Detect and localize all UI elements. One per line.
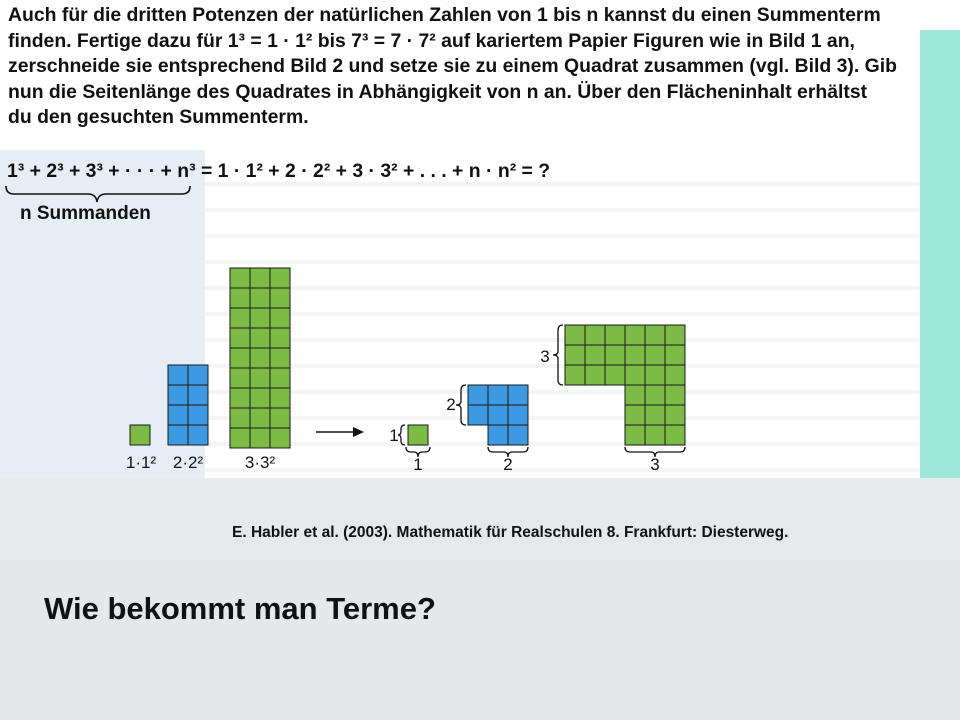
- piece-3-cell: [645, 385, 665, 405]
- cube-3-cell: [250, 388, 270, 408]
- piece-2-cell: [488, 385, 508, 405]
- cube-3-cell: [230, 368, 250, 388]
- source-citation: E. Habler et al. (2003). Mathematik für Realschulen 8. Frankfurt: Diesterweg.: [232, 524, 789, 541]
- piece-3-cell: [625, 425, 645, 445]
- cube-3-cell: [250, 288, 270, 308]
- cube-3-cell: [250, 408, 270, 428]
- bild4-side-label: 3: [540, 347, 550, 366]
- cube-3-cell: [270, 368, 290, 388]
- piece-3-cell: [585, 325, 605, 345]
- cube-3-cell: [270, 408, 290, 428]
- cube-3-cell: [230, 428, 250, 448]
- piece-3-cell: [645, 345, 665, 365]
- piece-3-cell: [645, 405, 665, 425]
- cube-3-cell: [270, 268, 290, 288]
- piece-2-cell: [468, 385, 488, 405]
- piece-3-cell: [625, 385, 645, 405]
- cube-3-cell: [270, 308, 290, 328]
- cube-2-cell: [188, 385, 208, 405]
- cube-3-cell: [270, 288, 290, 308]
- piece-3-cell: [665, 405, 685, 425]
- piece-1-cell: [408, 425, 428, 445]
- piece-3-cell: [585, 365, 605, 385]
- sum-formula: 1³ + 2³ + 3³ + · · · + n³ = 1 · 1² + 2 · 2² + 3 · 3² + . . . + n · n² = ?: [7, 160, 551, 182]
- bild4-bottom-label: 3: [650, 455, 660, 474]
- piece-3-cell: [625, 365, 645, 385]
- piece-3-cell: [605, 345, 625, 365]
- piece-3-cell: [665, 425, 685, 445]
- piece-3-cell: [565, 325, 585, 345]
- piece-3-cell: [625, 325, 645, 345]
- slide-title: Wie bekommt man Terme?: [44, 591, 436, 626]
- cube-3-cell: [230, 268, 250, 288]
- decorative-side-bar: [920, 0, 960, 478]
- brace-label: n Summanden: [20, 203, 151, 224]
- piece-2-cell: [508, 405, 528, 425]
- cube-2-cell: [168, 365, 188, 385]
- piece-3-cell: [665, 325, 685, 345]
- piece-3-cell: [605, 365, 625, 385]
- piece-2-cell: [488, 405, 508, 425]
- bild3-side-label: 2: [446, 395, 456, 414]
- cube-3-cell: [230, 288, 250, 308]
- piece-3-cell: [665, 365, 685, 385]
- cube-3-cell: [250, 308, 270, 328]
- cube-2-cell: [188, 425, 208, 445]
- cube-3-cell: [270, 328, 290, 348]
- piece-3-cell: [665, 385, 685, 405]
- piece-2-cell: [508, 385, 528, 405]
- cube-3-cell: [250, 268, 270, 288]
- bild1-label-1: 1·1²: [125, 453, 157, 472]
- side-bar-notch: [920, 0, 960, 30]
- cube-3-cell: [250, 328, 270, 348]
- cube-2-cell: [168, 405, 188, 425]
- cube-3-cell: [230, 388, 250, 408]
- bild1-label-2: 2·2²: [172, 453, 204, 472]
- cube-1-cell: [130, 425, 150, 445]
- cube-3-cell: [250, 348, 270, 368]
- cube-3-cell: [270, 388, 290, 408]
- bild2-bottom-label: 1: [413, 455, 423, 474]
- bild1-label-3: 3·3²: [244, 453, 276, 472]
- cube-2-cell: [188, 365, 208, 385]
- piece-3-cell: [645, 325, 665, 345]
- cube-3-cell: [230, 308, 250, 328]
- bild2-side-label: 1: [389, 426, 399, 445]
- cube-3-cell: [230, 408, 250, 428]
- task-line: zerschneide sie entsprechend Bild 2 und setze sie zu einem Quadrat zusammen (vgl. Bild 3). Gib: [8, 55, 897, 78]
- cube-3-cell: [230, 348, 250, 368]
- piece-3-cell: [645, 365, 665, 385]
- cube-2-cell: [168, 425, 188, 445]
- cube-3-cell: [270, 348, 290, 368]
- bild4-side-brace: [553, 325, 563, 385]
- cube-2-cell: [168, 385, 188, 405]
- piece-3-cell: [565, 345, 585, 365]
- piece-3-cell: [625, 345, 645, 365]
- task-line: du den gesuchten Summenterm.: [8, 106, 309, 129]
- cube-3-cell: [270, 428, 290, 448]
- piece-3-cell: [625, 405, 645, 425]
- task-line: finden. Fertige dazu für 1³ = 1 · 1² bis 7³ = 7 · 7² auf kariertem Papier Figuren wie in Bild 1 an,: [8, 29, 855, 52]
- piece-2-cell: [468, 405, 488, 425]
- cube-2-cell: [188, 405, 208, 425]
- piece-3-cell: [605, 325, 625, 345]
- piece-2-cell: [508, 425, 528, 445]
- piece-3-cell: [585, 345, 605, 365]
- bild3-side-brace: [456, 385, 466, 425]
- bild2-side-brace: [398, 425, 405, 445]
- piece-3-cell: [645, 425, 665, 445]
- piece-3-cell: [665, 345, 685, 365]
- cube-3-cell: [230, 328, 250, 348]
- task-line: Auch für die dritten Potenzen der natürlichen Zahlen von 1 bis n kannst du einen Summenterm: [8, 4, 881, 26]
- task-line: nun die Seitenlänge des Quadrates in Abhängigkeit von n an. Über den Flächeninhalt erhältst: [8, 80, 868, 103]
- piece-2-cell: [488, 425, 508, 445]
- bild3-bottom-label: 2: [503, 455, 513, 474]
- piece-3-cell: [565, 365, 585, 385]
- cube-3-cell: [250, 368, 270, 388]
- cube-3-cell: [250, 428, 270, 448]
- arrow-head: [353, 427, 364, 437]
